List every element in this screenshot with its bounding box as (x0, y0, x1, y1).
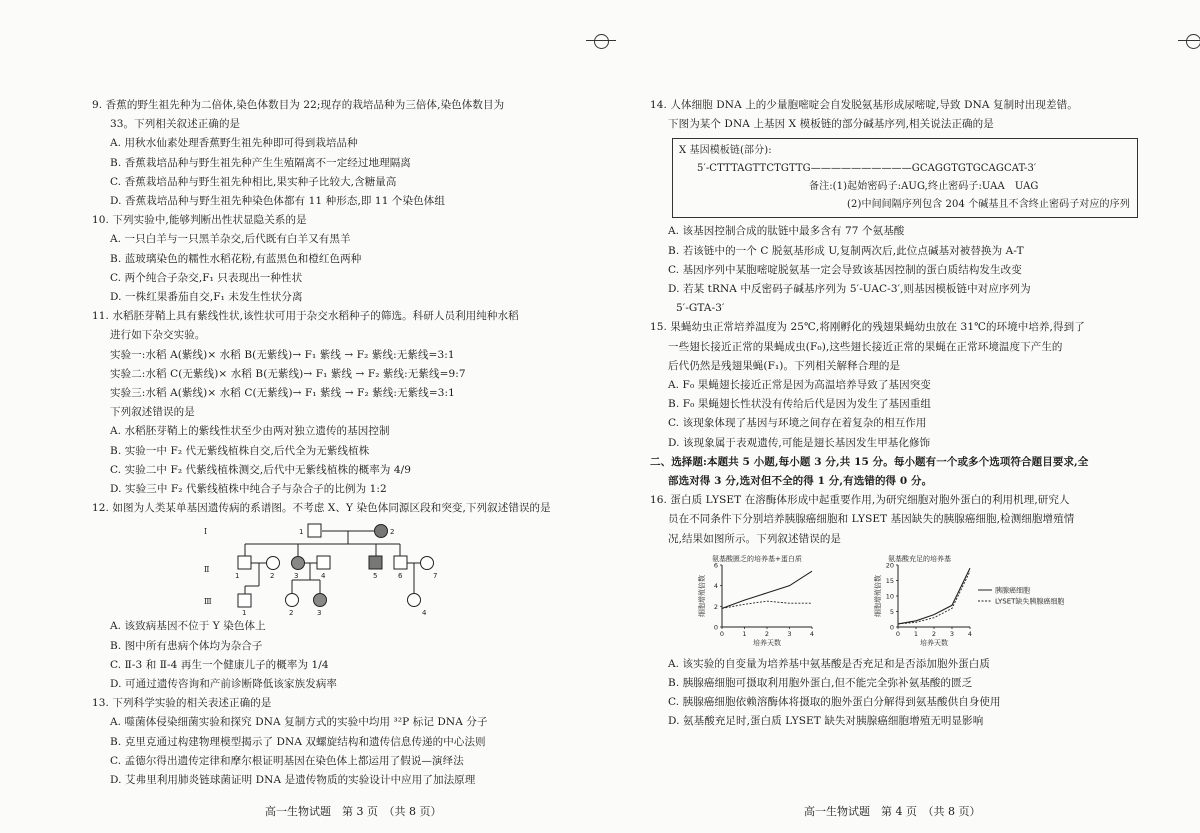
option-b: B. 香蕉栽培品种与野生祖先种产生生殖隔离不一定经过地理隔离 (110, 156, 411, 169)
section-instructions: 部选对得 3 分,选对但不全的得 1 分,有选错的得 0 分。 (668, 475, 933, 488)
x-tick-label: 0 (895, 629, 901, 638)
legend-label: LYSET缺失胰腺癌细胞 (995, 597, 1065, 606)
individual-number: 2 (289, 609, 294, 616)
option-c: C. 两个纯合子杂交,F₁ 只表现出一种性状 (110, 271, 303, 284)
option-b: B. 克里克通过构建物理模型揭示了 DNA 双螺旋结构和遗传信息传递的中心法则 (110, 735, 486, 748)
option-c: C. 该现象体现了基因与环境之间存在着复杂的相互作用 (668, 417, 927, 430)
experiment-1: 实验一:水稻 A(紫线)× 水稻 B(无紫线)→ F₁ 紫线 → F₂ 紫线:无紫线=3:1 (110, 348, 455, 361)
question-stem: 10. 下列实验中,能够判断出性状显隐关系的是 (92, 214, 307, 227)
male-unaffected (308, 524, 321, 537)
y-tick-label: 2 (713, 602, 718, 611)
option-c: C. Ⅱ-3 和 Ⅱ-4 再生一个健康儿子的概率为 1/4 (110, 658, 329, 671)
question-stem: 14. 人体细胞 DNA 上的少量胞嘧啶会自发脱氨基形成尿嘧啶,导致 DNA 复制时出现差错。 (650, 99, 1078, 111)
page-footer: 高一生物试题 第 4 页 （共 8 页） (804, 805, 981, 818)
question-13 (92, 694, 582, 790)
y-tick-label: 20 (885, 561, 894, 570)
x-axis-label: 培养天数 (920, 638, 948, 647)
individual-number: 7 (433, 572, 438, 581)
individual-number: 4 (321, 572, 326, 581)
option-d: D. 香蕉栽培品种与野生祖先种染色体都有 11 种形态,即 11 个染色体组 (110, 195, 445, 208)
y-tick-label: 10 (885, 592, 894, 601)
question-stem: 15. 果蝇幼虫正常培养温度为 25℃,将刚孵化的残翅果蝇幼虫放在 31℃的环境中培养,得到了 (650, 321, 1085, 334)
individual-number: 2 (390, 528, 395, 537)
individual-number: 3 (294, 572, 299, 581)
chart-title: 氨基酸匮乏的培养基+蛋白质 (712, 554, 802, 563)
question-prompt: 下列叙述错误的是 (110, 406, 195, 419)
y-tick-label: 4 (713, 582, 718, 591)
note-2: (2)中间间隔序列包含 204 个碱基且不含终止密码子对应的序列 (847, 199, 1130, 211)
x-tick-label: 2 (764, 629, 770, 638)
question-stem: 后代仍然是残翅果蝇(F₁)。下列相关解释合理的是 (668, 359, 901, 372)
question-stem: 16. 蛋白质 LYSET 在溶酶体形成中起重要作用,为研究细胞对胞外蛋白的利用机理,研究人 (650, 494, 1070, 507)
option-b: B. 实验一中 F₂ 代无紫线植株自交,后代全为无紫线植株 (110, 444, 370, 457)
x-tick-label: 1 (913, 629, 919, 638)
section-2-heading (650, 453, 1140, 491)
individual-number: 1 (235, 572, 240, 581)
option-b: B. 蓝玻璃染色的糯性水稻花粉,有蓝黑色和橙红色两种 (110, 252, 362, 265)
y-tick-label: 6 (713, 561, 718, 570)
question-stem: 12. 如图为人类某单基因遗传病的系谱图。不考虑 X、Y 染色体同源区段和突变,下列叙述错误的是 (92, 502, 551, 515)
section-instructions: 二、选择题:本题共 5 小题,每小题 3 分,共 15 分。每小题有一个或多个选项符合题目要求,全 (650, 455, 1089, 468)
note-1: 备注:(1)起始密码子:AUG,终止密码子:UAA UAG (809, 181, 1039, 193)
option-a: A. 用秋水仙素处理香蕉野生祖先种即可得到栽培品种 (110, 137, 358, 150)
page-3 (92, 96, 582, 790)
option-a: A. 水稻胚芽鞘上的紫线性状至少由两对独立遗传的基因控制 (110, 425, 390, 438)
x-tick-label: 0 (719, 629, 725, 638)
x-tick-label: 1 (742, 629, 747, 638)
question-stem: 况,结果如图所示。下列叙述错误的是 (668, 532, 842, 545)
x-tick-label: 4 (809, 629, 815, 638)
option-a: A. 该实验的自变量为培养基中氨基酸是否充足和是否添加胞外蛋白质 (668, 657, 990, 670)
individual-number: 3 (317, 609, 322, 616)
question-9 (92, 96, 582, 211)
option-d: D. 一株红果番茄自交,F₁ 未发生性状分离 (110, 291, 303, 304)
y-axis-label: 细胞增殖倍数 (874, 574, 882, 617)
question-15 (650, 318, 1140, 452)
question-stem: 员在不同条件下分别培养胰腺癌细胞和 LYSET 基因缺失的胰腺癌细胞,检测细胞增殖情 (668, 513, 1075, 526)
chart-title: 氨基酸充足的培养基 (888, 554, 951, 563)
generation-label: Ⅲ (204, 597, 212, 607)
question-stem: 一些翅长接近正常的果蝇成虫(F₀),这些翅长接近正常的果蝇在正常环境温度下产生的 (668, 340, 1063, 353)
option-d: D. 氨基酸充足时,蛋白质 LYSET 缺失对胰腺癌细胞增殖无明显影响 (668, 715, 984, 728)
generation-label: Ⅱ (204, 565, 210, 575)
pedigree-chart (92, 520, 582, 615)
option-b: B. 胰腺癌细胞可摄取利用胞外蛋白,但不能完全弥补氨基酸的匮乏 (668, 677, 973, 690)
series-line-lyset-deficient-cells (898, 571, 970, 624)
x-tick-label: 4 (967, 629, 973, 638)
dna-sequence-box (672, 138, 1138, 218)
y-tick-label: 5 (889, 607, 894, 616)
option-b: B. F₀ 果蝇翅长性状没有传给后代是因为发生了基因重组 (668, 398, 932, 411)
page-footer: 高一生物试题 第 3 页 （共 8 页） (265, 805, 442, 818)
option-d: D. 该现象属于表观遗传,可能是翅长基因发生甲基化修饰 (668, 436, 931, 449)
individual-number: 6 (398, 572, 403, 581)
option-a: A. 该致病基因不位于 Y 染色体上 (110, 620, 266, 633)
x-tick-label: 3 (949, 629, 955, 638)
question-stem: 11. 水稻胚芽鞘上具有紫线性状,该性状可用于杂交水稻种子的筛选。科研人员利用纯种水稻 (92, 310, 519, 323)
x-tick-label: 3 (787, 629, 792, 638)
individual-number: 2 (270, 572, 275, 581)
option-c: C. 孟德尔得出遗传定律和摩尔根证明基因在染色体上都运用了假说—演绎法 (110, 754, 464, 767)
option-c: C. 实验二中 F₂ 代紫线植株测交,后代中无紫线植株的概率为 4/9 (110, 463, 412, 476)
option-b: B. 图中所有患病个体均为杂合子 (110, 639, 263, 652)
option-d: D. 艾弗里利用肺炎链球菌证明 DNA 是遗传物质的实验设计中应用了加法原理 (110, 774, 476, 787)
experiment-3: 实验三:水稻 A(紫线)× 水稻 C(无紫线)→ F₁ 紫线 → F₂ 紫线:无紫线=3:1 (110, 387, 455, 400)
option-a: A. 噬菌体侵染细菌实验和探究 DNA 复制方式的实验中均用 ³²P 标记 DNA 分子 (110, 716, 488, 729)
sequence-title: X 基因模板链(部分): (679, 145, 772, 157)
option-d-continued: 5′-GTA-3′ (676, 302, 725, 315)
option-d: D. 若某 tRNA 中反密码子碱基序列为 5′-UAC-3′,则基因模板链中对应序列为 (668, 283, 1031, 296)
template-strand-sequence: 5′-CTTTAGTTCTGTTG——————————GCAGGTGTGCAGCAT-3′ (697, 163, 1037, 175)
option-d: D. 实验三中 F₂ 代紫线植株中纯合子与杂合子的比例为 1:2 (110, 483, 387, 496)
question-stem: 下图为某个 DNA 上基因 X 模板链的部分碱基序列,相关说法正确的是 (668, 118, 994, 131)
registration-mark (586, 30, 616, 52)
series-line-pancreatic-cancer-cells (898, 568, 970, 624)
option-a: A. F₀ 果蝇翅长接近正常是因为高温培养导致了基因突变 (668, 379, 931, 392)
x-tick-label: 2 (931, 629, 937, 638)
female-affected (375, 525, 388, 538)
proliferation-charts (650, 551, 1140, 651)
option-c: C. 基因序列中某胞嘧啶脱氨基一定会导致该基因控制的蛋白质结构发生改变 (668, 263, 1022, 276)
charts-svg (650, 551, 1140, 651)
option-c: C. 胰腺癌细胞依赖溶酶体将摄取的胞外蛋白分解得到氨基酸供自身使用 (668, 696, 1001, 709)
option-c: C. 香蕉栽培品种与野生祖先种相比,果实种子比较大,含糖量高 (110, 175, 397, 188)
question-stem: 13. 下列科学实验的相关表述正确的是 (92, 697, 272, 710)
pedigree-svg (92, 520, 582, 615)
question-11 (92, 307, 582, 499)
individual-number: 1 (242, 609, 247, 616)
question-14 (650, 96, 1140, 318)
registration-mark (1178, 30, 1200, 52)
y-tick-label: 0 (889, 623, 894, 632)
individual-number: 1 (299, 528, 304, 537)
individual-number: 5 (373, 572, 378, 581)
option-a: A. 一只白羊与一只黑羊杂交,后代既有白羊又有黑羊 (110, 233, 351, 246)
y-axis-label: 细胞增殖倍数 (698, 574, 706, 617)
option-d: D. 可通过遗传咨询和产前诊断降低该家族发病率 (110, 678, 338, 691)
page-4 (650, 96, 1140, 732)
question-stem: 进行如下杂交实验。 (110, 329, 206, 342)
question-stem: 9. 香蕉的野生祖先种为二倍体,染色体数目为 22;现存的栽培品种为三倍体,染色体数目为 (92, 99, 505, 111)
individual-number: 4 (422, 609, 427, 616)
generation-label: Ⅰ (204, 527, 208, 537)
y-tick-label: 0 (713, 623, 718, 632)
series-line-lyset-deficient-cells (722, 601, 812, 608)
question-12 (92, 499, 582, 694)
question-16 (650, 491, 1140, 731)
option-a: A. 该基因控制合成的肽链中最多含有 77 个氨基酸 (668, 225, 905, 238)
y-tick-label: 15 (885, 576, 894, 585)
experiment-2: 实验二:水稻 C(无紫线)× 水稻 B(无紫线)→ F₁ 紫线 → F₂ 紫线:无紫线=9:7 (110, 367, 466, 380)
x-axis-label: 培养天数 (753, 638, 781, 647)
question-10 (92, 211, 582, 307)
option-b: B. 若该链中的一个 C 脱氨基形成 U,复制两次后,此位点碱基对被替换为 A-T (668, 244, 1024, 257)
question-stem: 33。下列相关叙述正确的是 (110, 118, 241, 131)
legend-label: 胰腺癌细胞 (995, 586, 1030, 595)
